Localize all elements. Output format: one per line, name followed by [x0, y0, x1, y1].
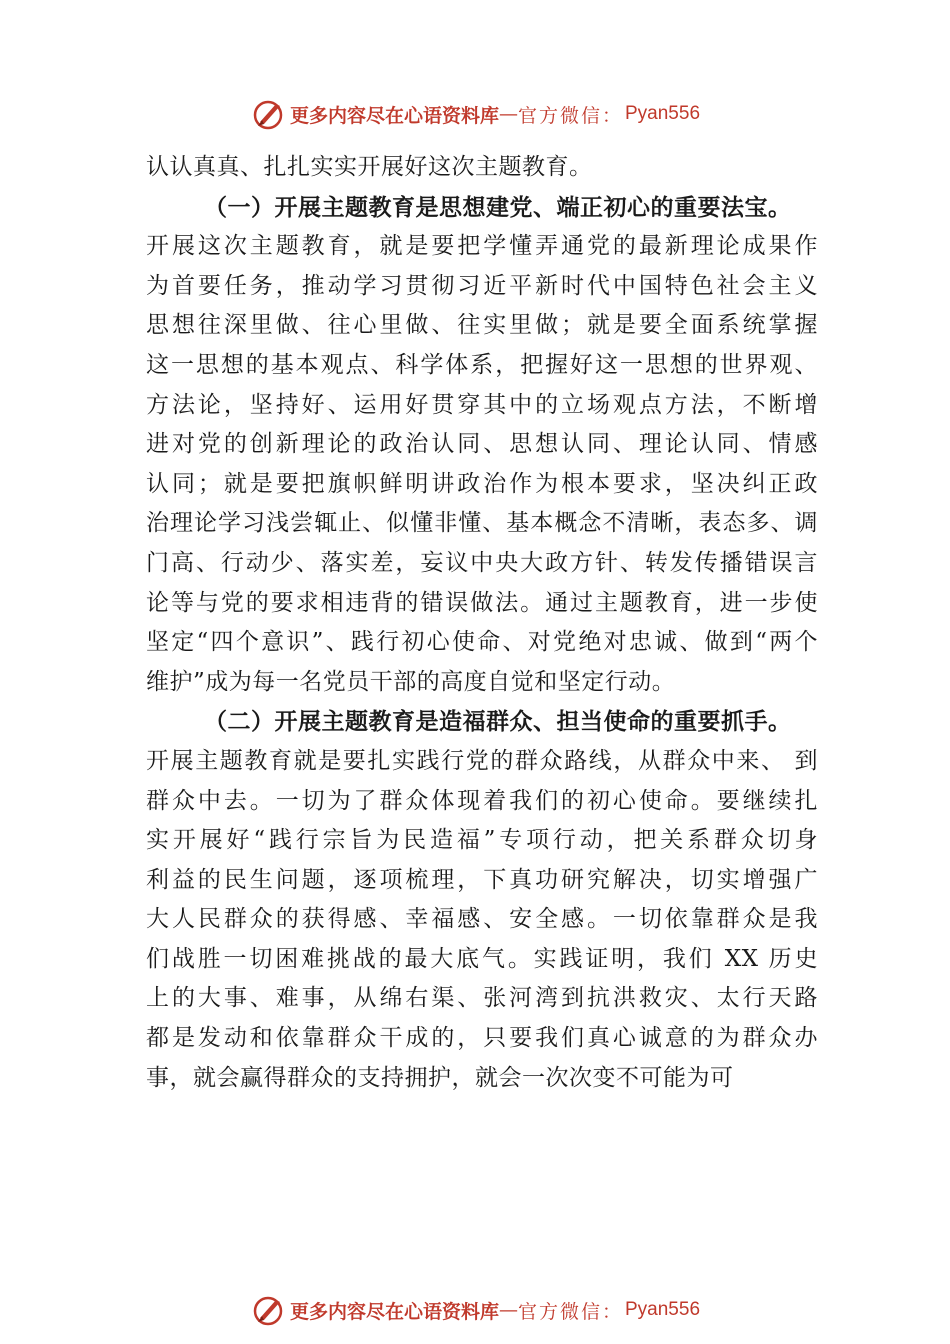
- banner-official-label: 官方微信：: [517, 104, 623, 127]
- footer-banner: [0, 1290, 950, 1330]
- text-line: 们战胜一切困难挑战的最大底气。实践证明，我们 XX 历史: [146, 945, 818, 972]
- text-line: 开展这次主题教育，就是要把学懂弄通党的最新理论成果作: [146, 233, 818, 260]
- header-banner: [0, 94, 950, 134]
- text-line: 认同；就是要把旗帜鲜明讲政治作为根本要求，坚决纠正政: [146, 470, 818, 497]
- text-line: 为首要任务，推动学习贯彻习近平新时代中国特色社会主义: [146, 272, 818, 299]
- text-line: 维护”成为每一名党员干部的高度自觉和坚定行动。: [146, 668, 676, 695]
- document-body: [146, 148, 818, 1098]
- text-line: 事，就会赢得群众的支持拥护，就会一次次变不可能为可: [146, 1064, 734, 1091]
- section-heading-2: （二）开展主题教育是造福群众、担当使命的重要抓手。: [204, 708, 792, 736]
- text-line: 上的大事、难事，从绵右渠、张河湾到抗洪救灾、太行天路: [146, 985, 818, 1012]
- text-line: 大人民群众的获得感、幸福感、安全感。一切依靠群众是我: [146, 906, 818, 933]
- text-line: 方法论，坚持好、运用好贯穿其中的立场观点方法，不断增: [146, 391, 818, 418]
- text-line: 都是发动和依靠群众干成的，只要我们真心诚意的为群众办: [146, 1025, 818, 1052]
- text-line: 治理论学习浅尝辄止、似懂非懂、基本概念不清晰，表态多、调: [146, 510, 818, 537]
- banner-separator: —: [498, 103, 518, 125]
- text-line: 论等与党的要求相违背的错误做法。通过主题教育，进一步使: [146, 589, 818, 616]
- text-line: 这一思想的基本观点、科学体系，把握好这一思想的世界观、: [146, 351, 818, 378]
- text-line: 利益的民生问题，逐项梳理，下真功研究解决，切实增强广: [146, 866, 818, 893]
- text-line: 实开展好“践行宗旨为民造福”专项行动，把关系群众切身: [146, 827, 818, 854]
- pen-logo-icon: [250, 96, 286, 132]
- banner-wechat-id: Pyan556: [625, 103, 701, 124]
- text-line: 思想往深里做、往心里做、往实里做；就是要全面系统掌握: [146, 312, 818, 339]
- text-line: 门高、行动少、落实差，妄议中央大政方针、转发传播错误言: [146, 549, 818, 576]
- section-heading-1: （一）开展主题教育是思想建党、端正初心的重要法宝。: [204, 193, 792, 221]
- text-line: 认认真真、扎扎实实开展好这次主题教育。: [146, 154, 593, 180]
- banner-separator: —: [498, 1299, 518, 1321]
- text-line: 进对党的创新理论的政治认同、思想认同、理论认同、情感: [146, 431, 818, 458]
- banner-main-text: 更多内容尽在心语资料库: [289, 104, 499, 127]
- banner-wechat-id: Pyan556: [625, 1299, 701, 1320]
- pen-logo-icon: [250, 1292, 286, 1328]
- text-line: 群众中去。一切为了群众体现着我们的初心使命。要继续扎: [146, 787, 818, 814]
- banner-official-label: 官方微信：: [517, 1300, 623, 1323]
- text-line: 开展主题教育就是要扎实践行党的群众路线，从群众中来、 到: [146, 747, 818, 774]
- banner-main-text: 更多内容尽在心语资料库: [289, 1300, 499, 1323]
- text-line: 坚定“四个意识”、践行初心使命、对党绝对忠诚、做到“两个: [146, 629, 818, 656]
